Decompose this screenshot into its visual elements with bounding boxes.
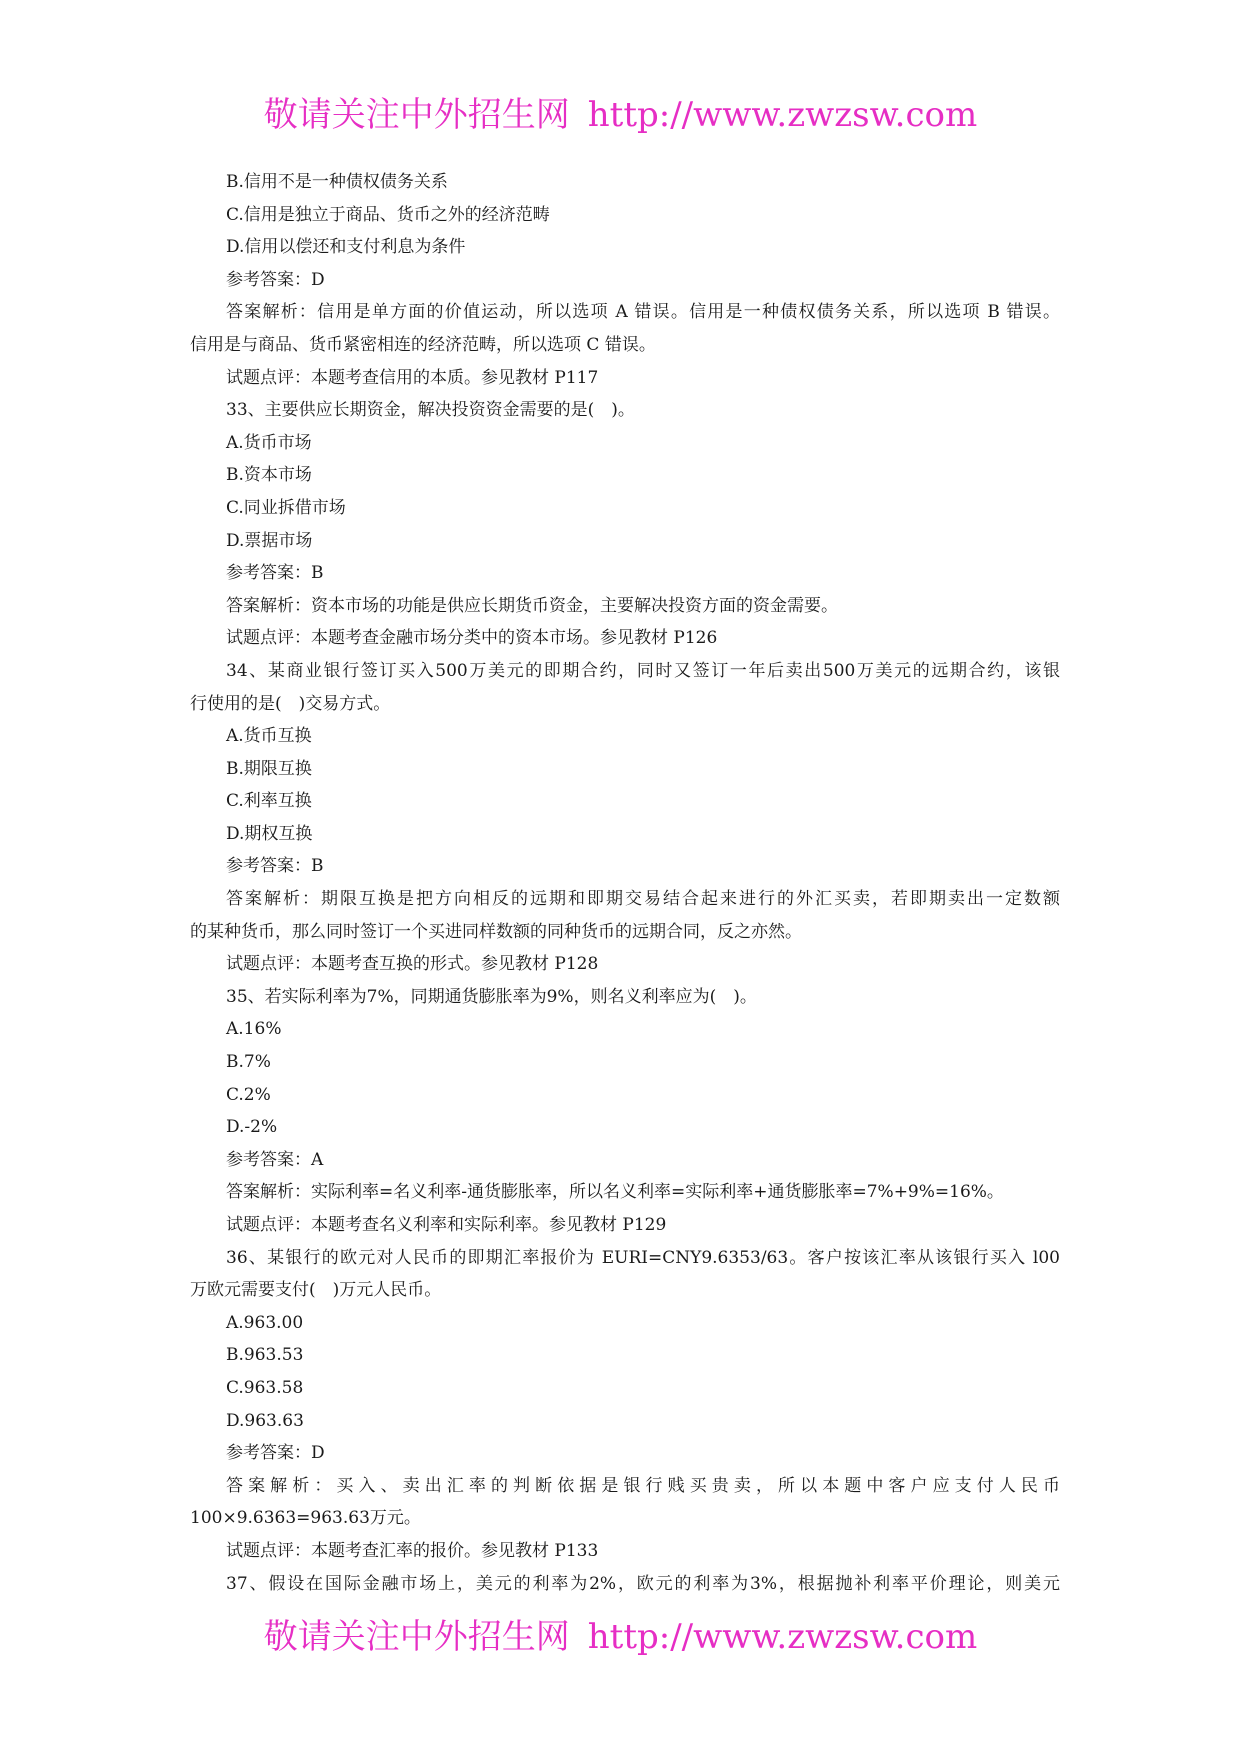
footer-site-url[interactable]: http://www.zwzsw.com <box>587 1617 978 1657</box>
option-line: B.963.53 <box>226 1345 304 1366</box>
option-line: B.7% <box>226 1052 271 1073</box>
document-body <box>190 166 1060 1600</box>
option-line: D.-2% <box>226 1117 278 1138</box>
question-continuation: 行使用的是( )交易方式。 <box>190 693 391 714</box>
option-line: C.963.58 <box>226 1377 304 1398</box>
analysis-continuation: 的某种货币，那么同时签订一个买进同样数额的同种货币的远期合同，反之亦然。 <box>190 921 802 942</box>
option-line: B.信用不是一种债权债务关系 <box>226 172 448 192</box>
question-line: 36、某银行的欧元对人民币的即期汇率报价为 EURI=CNY9.6353/63。客户按该汇率从该银行买入 l00 <box>226 1247 1060 1268</box>
comment-line: 试题点评：本题考查信用的本质。参见教材 P117 <box>226 367 599 388</box>
option-line: A.16% <box>226 1019 282 1040</box>
answer-line: 参考答案：A <box>226 1149 324 1170</box>
footer-banner <box>0 1617 1241 1657</box>
comment-line: 试题点评：本题考查金融市场分类中的资本市场。参见教材 P126 <box>226 628 718 649</box>
option-line: C.利率互换 <box>226 791 312 812</box>
answer-line: 参考答案：D <box>226 269 325 290</box>
comment-line: 试题点评：本题考查互换的形式。参见教材 P128 <box>226 954 599 975</box>
comment-line: 试题点评：本题考查汇率的报价。参见教材 P133 <box>226 1540 599 1561</box>
option-line: A.货币市场 <box>226 432 312 453</box>
option-line: D.票据市场 <box>226 530 313 551</box>
header-site-url[interactable]: http://www.zwzsw.com <box>587 95 978 135</box>
option-line: D.信用以偿还和支付利息为条件 <box>226 237 466 258</box>
question-line: 37、假设在国际金融市场上，美元的利率为2%，欧元的利率为3%，根据抛补利率平价理论，则美元 <box>226 1573 1060 1594</box>
question-line: 35、若实际利率为7%，同期通货膨胀率为9%，则名义利率应为( )。 <box>226 986 757 1007</box>
option-line: C.信用是独立于商品、货币之外的经济范畴 <box>226 204 550 225</box>
answer-line: 参考答案：D <box>226 1443 325 1464</box>
option-line: A.货币互换 <box>226 726 312 747</box>
header-banner <box>0 95 1241 135</box>
analysis-continuation: 信用是与商品、货币紧密相连的经济范畴，所以选项 C 错误。 <box>190 334 656 355</box>
question-continuation: 万欧元需要支付( )万元人民币。 <box>190 1280 442 1301</box>
analysis-line: 答案解析：期限互换是把方向相反的远期和即期交易结合起来进行的外汇买卖，若即期卖出一定数额 <box>226 889 1060 910</box>
answer-line: 参考答案：B <box>226 856 324 877</box>
option-line: C.2% <box>226 1084 271 1105</box>
analysis-line: 答案解析：买入、卖出汇率的判断依据是银行贱买贵卖，所以本题中客户应支付人民币 <box>226 1475 1060 1496</box>
question-line: 33、主要供应长期资金，解决投资资金需要的是( )。 <box>226 400 635 421</box>
question-line: 34、某商业银行签订买入500万美元的即期合约，同时又签订一年后卖出500万美元的远期合约，该银 <box>226 660 1060 681</box>
analysis-line: 答案解析：信用是单方面的价值运动，所以选项 A 错误。信用是一种债权债务关系，所以选项 B 错误。 <box>226 302 1060 323</box>
analysis-line: 答案解析：实际利率=名义利率-通货膨胀率，所以名义利率=实际利率+通货膨胀率=7%+9%=16%。 <box>226 1182 1004 1203</box>
comment-line: 试题点评：本题考查名义利率和实际利率。参见教材 P129 <box>226 1215 667 1235</box>
option-line: B.资本市场 <box>226 465 312 486</box>
option-line: C.同业拆借市场 <box>226 497 346 518</box>
footer-site-name: 敬请关注中外招生网 <box>263 1617 570 1657</box>
analysis-line: 答案解析：资本市场的功能是供应长期货币资金，主要解决投资方面的资金需要。 <box>226 595 838 616</box>
option-line: A.963.00 <box>226 1312 304 1333</box>
option-line: D.963.63 <box>226 1410 304 1431</box>
header-site-name: 敬请关注中外招生网 <box>263 95 570 135</box>
option-line: B.期限互换 <box>226 758 312 779</box>
analysis-continuation: 100×9.6363=963.63万元。 <box>190 1508 421 1529</box>
option-line: D.期权互换 <box>226 823 313 844</box>
answer-line: 参考答案：B <box>226 563 324 584</box>
